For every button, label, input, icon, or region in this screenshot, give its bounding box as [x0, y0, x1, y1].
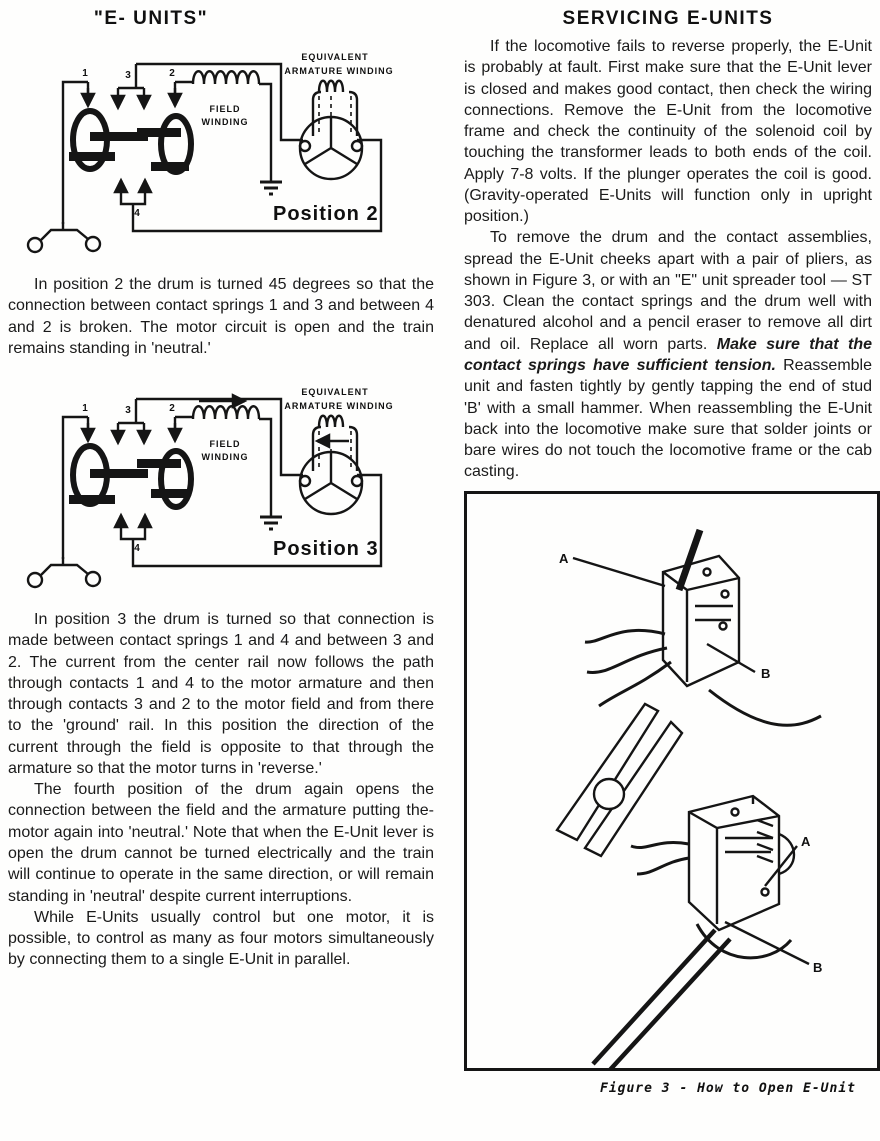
ground-icon — [260, 517, 282, 529]
wire-contact-2 — [175, 417, 193, 429]
armature-symbol — [300, 81, 362, 179]
eunit-pliers-bottom-drawing — [593, 796, 822, 1068]
armature-coil — [319, 81, 343, 92]
circuit-diagram-position-3 — [11, 371, 431, 609]
track-pickup-icon — [28, 222, 100, 252]
figure-3-illustration — [467, 494, 877, 1068]
figure-bottom-label-b: B — [813, 959, 823, 975]
figure-bottom-label-a: A — [801, 833, 811, 849]
contact-3-label: 3 — [125, 70, 131, 81]
eunit-pliers-top-drawing — [557, 530, 821, 856]
position-2-label: Position 2 — [273, 203, 379, 225]
circuit-diagram-position-2 — [11, 36, 431, 274]
contact-1-label: 1 — [82, 68, 88, 79]
wire-contact-3 — [118, 399, 144, 423]
field-winding-coil — [193, 406, 259, 419]
equivalent-label-1: EQUIVALENT — [301, 387, 369, 398]
plier-handle — [593, 930, 715, 1064]
paragraph-parallel: While E-Units usually control but one motor, it is possible, to control as many as four motors simultaneously by connecting them to a single E-Unit in parallel. — [8, 908, 434, 969]
field-label-2: WINDING — [201, 452, 249, 463]
figure-3-caption: Figure 3 - How to Open E-Unit — [600, 1080, 856, 1096]
contact-3-label: 3 — [125, 405, 131, 417]
contact-1-label: 1 — [82, 403, 88, 415]
paragraph-remove-drum-start: To remove the drum and the contact assemblies, spread the E-Unit cheeks apart with a pair of pliers, as shown in Figure 3, or with an "E" unit spreader tool — ST 303. Clean the contact springs and the drum well with denatured alcohol and a pencil eraser to remove all dirt and oil. Replace all worn parts. — [464, 229, 872, 353]
field-label-1: FIELD — [209, 104, 241, 114]
left-title: "E- UNITS" — [93, 8, 209, 29]
drum-contacts — [69, 446, 191, 507]
contact-4-label: 4 — [134, 543, 140, 555]
contact-4-label: 4 — [134, 208, 140, 219]
position-3-label: Position 3 — [273, 538, 379, 561]
figure-3-frame — [464, 491, 880, 1071]
paragraph-position-2: In position 2 the drum is turned 45 degrees so that the connection between contact springs 1 and 3 and between 4 and 2 is broken. The motor circuit is open and the train remains standing in 'neutral.' — [8, 276, 434, 357]
field-winding-coil — [193, 71, 259, 84]
ground-icon — [260, 182, 282, 194]
track-pickup-icon — [28, 557, 100, 587]
armature-symbol — [300, 416, 362, 514]
paragraph-remove-drum — [464, 227, 872, 482]
paragraph-fourth-position: The fourth position of the drum again opens the connection between the field and the armature putting the-motor again into 'neutral.' Note that when the E-Unit lever is open the drum cannot be turned electrically and the train will continue to operate in the same direction, or will remain standing in 'neutral' despite current interruptions. — [8, 781, 434, 905]
paragraph-position-3: In position 3 the drum is turned so that connection is made between contact springs 1 and 4 and between 3 and 2. The current from the center rail now follows the path through contacts 1 and 4 to the motor armature and then through contacts 3 and 2 to the motor field and from there to the 'ground' rail. In this position the direction of the current through the field is opposite to that through the armature so that the motor turns in 'reverse.' — [8, 611, 434, 777]
wire-to-ground — [259, 419, 271, 517]
drum-contacts — [69, 111, 191, 172]
figure-top-label-a: A — [559, 550, 569, 566]
field-label-1: FIELD — [209, 439, 241, 450]
equivalent-label-2: ARMATURE WINDING — [284, 401, 394, 412]
wire-contact-3 — [118, 64, 144, 88]
equivalent-label-1: EQUIVALENT — [301, 52, 369, 62]
field-label-2: WINDING — [201, 117, 249, 127]
paragraph-fault-check: If the locomotive fails to reverse properly, the E-Unit is probably at fault. First make sure that the E-Unit lever is closed and makes good contact, then check the wiring connections. Remove the E-Unit from the locomotive frame and check the continuity of the solenoid coil by touching the transformer leads to both ends of the coil. Apply 7-8 volts. If the plunger operates the coil is good. (Gravity-operated E-Units will function only in upright position.) — [464, 38, 872, 226]
right-title: SERVICING E-UNITS — [562, 8, 774, 29]
wire-to-ground — [259, 84, 271, 182]
equivalent-label-2: ARMATURE WINDING — [284, 66, 394, 76]
contact-2-label: 2 — [169, 68, 175, 79]
wire-contact-2 — [175, 82, 193, 94]
paragraph-remove-drum-emphasis: Make sure that the contact springs have sufficient tension. — [464, 335, 872, 374]
figure-top-label-b: B — [761, 665, 771, 681]
right-column — [444, 0, 880, 1141]
contact-2-label: 2 — [169, 403, 175, 415]
paragraph-remove-drum-end: Reassemble unit and fasten tightly by gently tapping the end of stud 'B' with a small hammer. When reassembling the E-Unit back into the locomotive make sure that solder joints or bare wires do not touch the locomotive frame or the cab casting. — [464, 356, 872, 481]
